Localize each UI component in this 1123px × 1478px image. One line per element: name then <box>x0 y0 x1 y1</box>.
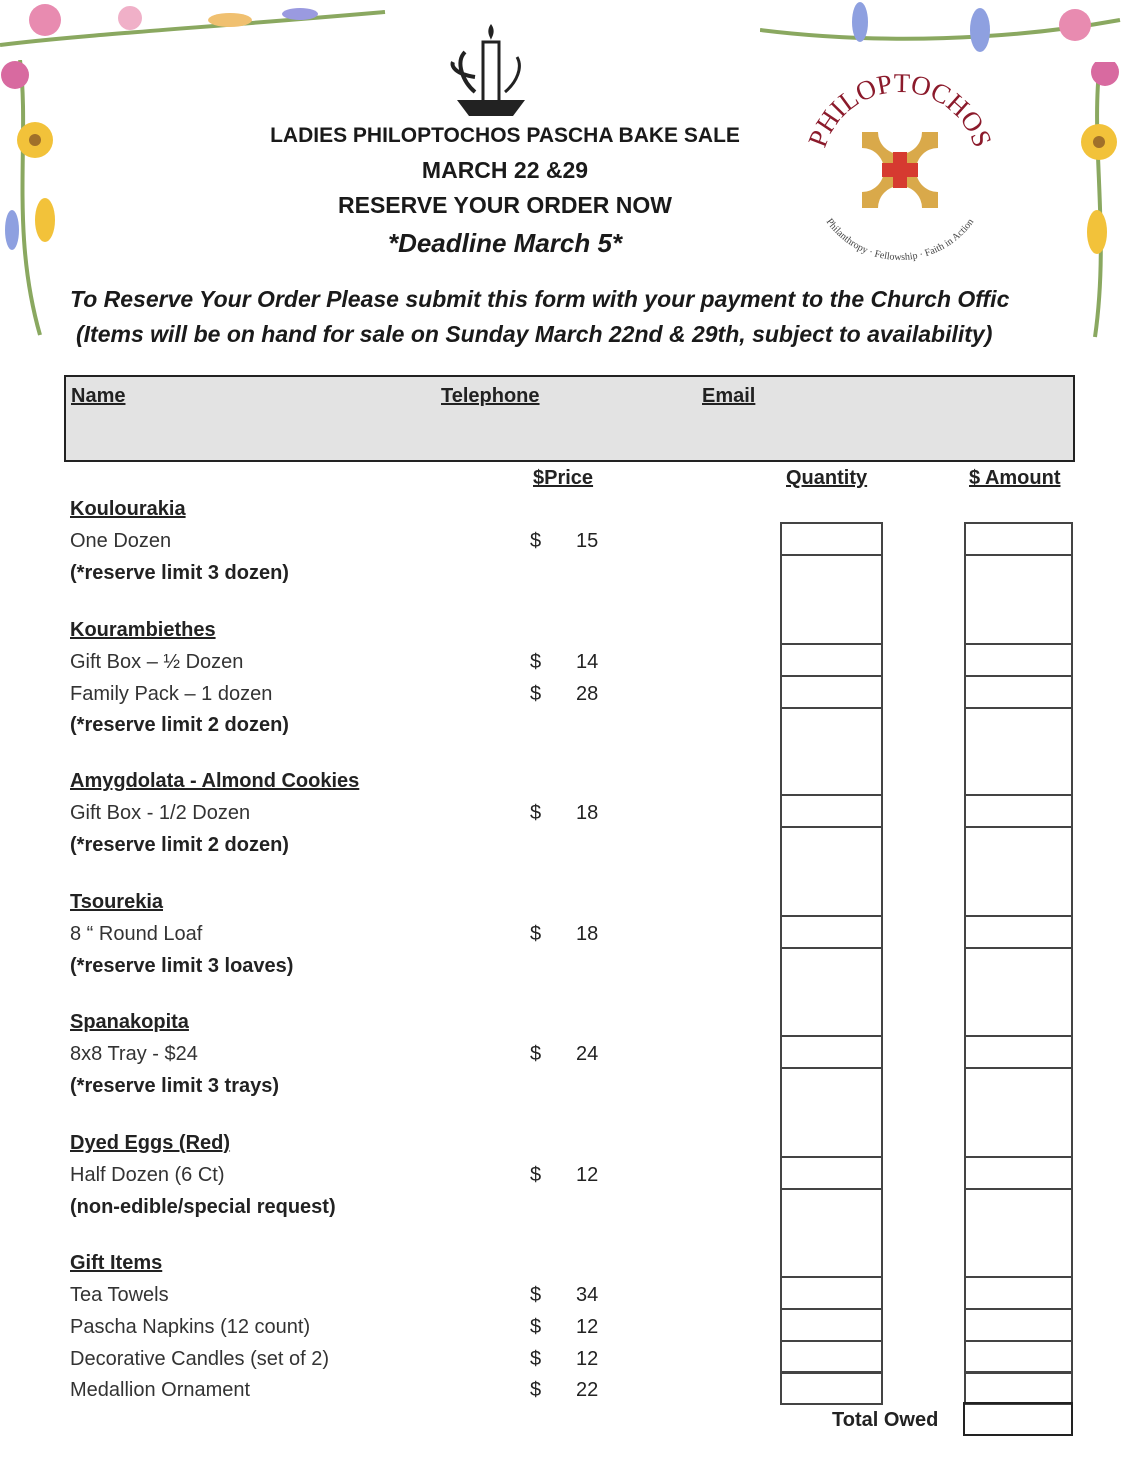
reserve-limit-note: (*reserve limit 3 loaves) <box>70 955 294 977</box>
quantity-input[interactable] <box>781 916 881 946</box>
item-price: 14 <box>576 651 599 673</box>
quantity-input[interactable] <box>781 1309 881 1339</box>
amount-input[interactable] <box>966 1277 1072 1307</box>
reserve-limit-note: (non-edible/special request) <box>70 1196 336 1218</box>
table-border <box>780 522 782 1404</box>
sale-dates: MARCH 22 &29 <box>421 157 589 183</box>
email-field-label: Email <box>702 385 756 407</box>
table-border <box>780 707 883 709</box>
table-border <box>964 675 1073 677</box>
table-border <box>964 522 1073 524</box>
table-border <box>780 675 883 677</box>
quantity-column-header: Quantity <box>786 467 868 489</box>
table-border <box>964 826 1073 828</box>
table-border <box>780 1156 883 1158</box>
table-border <box>964 794 1073 796</box>
amount-input[interactable] <box>966 1309 1072 1339</box>
item-name: Tea Towels <box>70 1284 169 1306</box>
church-emblem-icon <box>445 22 535 122</box>
table-border <box>780 1340 883 1342</box>
section-title: Koulourakia <box>70 498 186 520</box>
name-field-label: Name <box>71 385 126 407</box>
currency-symbol: $ <box>530 1043 542 1065</box>
table-border <box>881 522 883 1404</box>
item-price: 12 <box>576 1164 599 1186</box>
currency-symbol: $ <box>530 1348 542 1370</box>
item-name: Medallion Ornament <box>70 1379 251 1401</box>
quantity-input[interactable] <box>781 676 881 706</box>
table-border <box>780 1067 883 1069</box>
item-price: 12 <box>576 1316 599 1338</box>
table-border <box>964 554 1073 556</box>
table-border <box>964 522 966 1404</box>
total-owed-field[interactable] <box>963 1402 1073 1436</box>
table-border <box>964 1035 1073 1037</box>
section-title: Amygdolata - Almond Cookies <box>70 770 360 792</box>
item-price: 18 <box>576 923 599 945</box>
table-border <box>964 947 1073 949</box>
reserve-limit-note: (*reserve limit 2 dozen) <box>70 834 289 856</box>
amount-input[interactable] <box>966 1341 1072 1371</box>
amount-input[interactable] <box>966 644 1072 674</box>
amount-input[interactable] <box>966 916 1072 946</box>
section-title: Dyed Eggs (Red) <box>70 1132 231 1154</box>
amount-input[interactable] <box>966 1157 1072 1187</box>
section-title: Gift Items <box>70 1252 163 1274</box>
table-border <box>780 1188 883 1190</box>
customer-info-box[interactable] <box>64 375 1075 462</box>
table-border <box>780 1308 883 1310</box>
table-border <box>964 1156 1073 1158</box>
item-name: Gift Box - 1/2 Dozen <box>70 802 251 824</box>
amount-column-header: $ Amount <box>969 467 1061 489</box>
item-name: Half Dozen (6 Ct) <box>70 1164 225 1186</box>
item-name: Decorative Candles (set of 2) <box>70 1348 330 1370</box>
table-border <box>964 1276 1073 1278</box>
table-border <box>780 947 883 949</box>
quantity-input[interactable] <box>781 1341 881 1371</box>
table-border <box>964 1308 1073 1310</box>
table-border <box>964 1340 1073 1342</box>
table-border <box>780 826 883 828</box>
currency-symbol: $ <box>530 530 542 552</box>
floral-top-left-decoration <box>0 0 390 60</box>
price-column-header: $Price <box>533 467 594 489</box>
amount-input[interactable] <box>966 1372 1072 1402</box>
item-name: Pascha Napkins (12 count) <box>70 1316 311 1338</box>
logo-name: PHILOPTOCHOS <box>802 70 998 152</box>
notice-line-2: (Items will be on hand for sale on Sunday March 22nd & 29th, subject to availability) <box>76 321 993 347</box>
logo-cross-emblem <box>840 110 960 230</box>
table-border <box>780 643 883 645</box>
table-border <box>964 643 1073 645</box>
item-name: 8 “ Round Loaf <box>70 923 203 945</box>
item-price: 28 <box>576 683 599 705</box>
quantity-input[interactable] <box>781 523 881 553</box>
currency-symbol: $ <box>530 1284 542 1306</box>
currency-symbol: $ <box>530 1316 542 1338</box>
table-border <box>780 1276 883 1278</box>
table-border <box>780 1035 883 1037</box>
floral-right-strip-decoration <box>1075 62 1123 340</box>
quantity-input[interactable] <box>781 795 881 825</box>
amount-input[interactable] <box>966 1036 1072 1066</box>
item-name: 8x8 Tray - $24 <box>70 1043 198 1065</box>
floral-left-strip-decoration <box>0 60 62 340</box>
table-border <box>780 1403 883 1405</box>
table-border <box>780 522 883 524</box>
reserve-limit-note: (*reserve limit 3 dozen) <box>70 562 289 584</box>
table-border <box>780 915 883 917</box>
amount-input[interactable] <box>966 676 1072 706</box>
deadline: *Deadline March 5* <box>387 228 623 258</box>
currency-symbol: $ <box>530 1379 542 1401</box>
amount-input[interactable] <box>966 523 1072 553</box>
table-border <box>780 554 883 556</box>
item-name: One Dozen <box>70 530 172 552</box>
logo-motto: Philanthropy · Fellowship · Faith in Action <box>823 216 977 264</box>
currency-symbol: $ <box>530 923 542 945</box>
section-title: Tsourekia <box>70 891 163 913</box>
philoptochos-logo <box>800 70 1000 270</box>
item-price: 24 <box>576 1043 599 1065</box>
sale-title: LADIES PHILOPTOCHOS PASCHA BAKE SALE <box>270 124 740 147</box>
item-price: 34 <box>576 1284 599 1306</box>
item-name: Family Pack – 1 dozen <box>70 683 273 705</box>
table-border <box>964 915 1073 917</box>
table-border <box>780 1371 883 1373</box>
table-border <box>1071 522 1073 1404</box>
quantity-input[interactable] <box>781 1036 881 1066</box>
amount-input[interactable] <box>966 795 1072 825</box>
total-owed-label: Total Owed <box>832 1409 939 1431</box>
table-border <box>964 1188 1073 1190</box>
item-price: 12 <box>576 1348 599 1370</box>
table-border <box>964 1067 1073 1069</box>
reserve-heading: RESERVE YOUR ORDER NOW <box>338 192 672 218</box>
reserve-limit-note: (*reserve limit 3 trays) <box>70 1075 280 1097</box>
item-price: 18 <box>576 802 599 824</box>
currency-symbol: $ <box>530 802 542 824</box>
quantity-input[interactable] <box>781 1372 881 1402</box>
table-border <box>780 794 883 796</box>
quantity-input[interactable] <box>781 1157 881 1187</box>
section-title: Spanakopita <box>70 1011 189 1033</box>
currency-symbol: $ <box>530 1164 542 1186</box>
floral-top-right-decoration <box>760 0 1123 62</box>
table-border <box>964 1371 1073 1373</box>
reserve-limit-note: (*reserve limit 2 dozen) <box>70 714 289 736</box>
telephone-field-label: Telephone <box>441 385 540 407</box>
notice-line-1: To Reserve Your Order Please submit this form with your payment to the Church Offic <box>70 286 1010 312</box>
section-title: Kourambiethes <box>70 619 216 641</box>
item-price: 15 <box>576 530 599 552</box>
item-price: 22 <box>576 1379 599 1401</box>
quantity-input[interactable] <box>781 1277 881 1307</box>
currency-symbol: $ <box>530 651 542 673</box>
item-name: Gift Box – ½ Dozen <box>70 651 244 673</box>
quantity-input[interactable] <box>781 644 881 674</box>
currency-symbol: $ <box>530 683 542 705</box>
table-border <box>964 707 1073 709</box>
